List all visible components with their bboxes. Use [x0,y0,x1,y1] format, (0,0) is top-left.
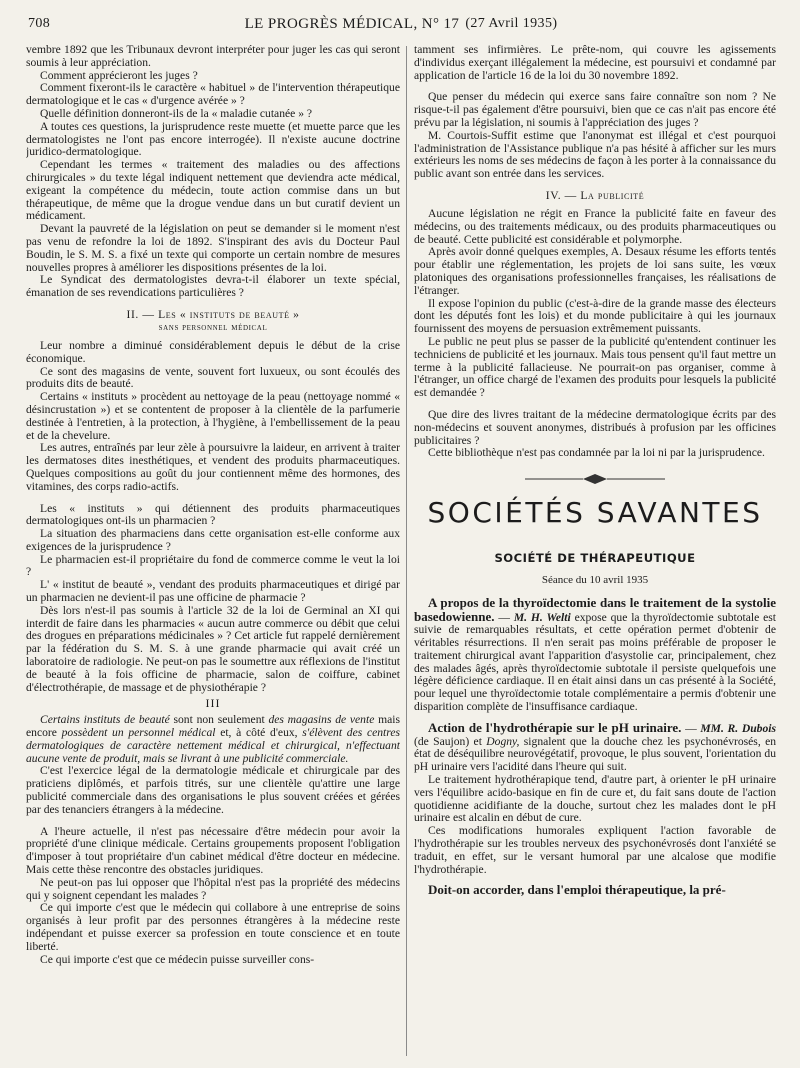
paragraph: Cependant les termes « traitement des maladies ou des affections chirurgicales » du texte légal indiquent nettement que deviendra acte médical, exigeant la compétence du médecin, toute action commise dans un but thérapeutique, de même que la drogue vendue dans un but curatif devient un médicament. [26,158,400,223]
text-run: et, à côté d'eux, [215,726,303,740]
article-author: MM. R. Dubois [700,721,776,735]
paragraph: Le Syndicat des dermatologistes devra-t-il élaborer un texte spécial, émanation de ses revendications particulières ? [26,273,400,300]
paragraph: A l'heure actuelle, il n'est pas nécessaire d'être médecin pour avoir la propriété d'une clinique médicale. Certains groupements proposent l'obligation d'imposer à tout propriétaire d'un cabinet médical d'être docteur en médecine. Mais cette thèse rencontre des obstacles juridiques. [26,824,400,877]
italic-text: des magasins de vente [268,713,375,727]
text-run: — [494,610,514,624]
column-divider [406,46,407,1056]
paragraph: Ce qui importe c'est que ce médecin puisse surveiller cons- [40,952,315,966]
article-text: expose que la thyroïdectomie subtotale est suivie de remarquables résultats, et cette opération permet d'obtenir de véritables résurrections. Il n'en serait pas moins préférable de proposer le traitement chirurgical avant l'apparition d'asystolie car, principalement, chez des malades âgés, après thyroïdectomie subtotale il persiste quelquefois une légère déficience cardiaque. Il en était ainsi dans un cas présenté à la Société, pour lequel une thyroïdectomie totale complémentaire a permis d'obtenir une disparition complète de l'insuffisance cardiaque. [414,610,776,714]
section-heading-line: II. — Les « instituts de beauté » [126,307,300,321]
paragraph: Leur nombre a diminué considérablement depuis le début de la crise économique. [26,338,400,365]
session-date: Séance du 10 avril 1935 [541,573,649,586]
italic-text: s'élèvent des centres dermatologiques de caractère nettement médical et chirurgical, n'effectuant aucune vente de produit, mais se livrant à une publicité commerciale. [26,726,400,765]
paragraph: Comment fixeront-ils le caractère « habituel » de l'intervention thérapeutique dermatologique et le cas « d'urgence avérée » ? [26,81,400,108]
text-run: — [681,721,701,735]
article-2 [414,719,776,774]
paragraph: Que dire des livres traitant de la médecine dermatologique écrits par des non-médecins et souvent anonymes, distribués à profusion par les officines publicitaires ? [414,407,776,447]
right-column [414,44,776,1060]
paragraph: Certains « instituts » procèdent au nettoyage de la peau (nettoyage nommé « désincrustation ») et se contentent de proposer à la clientèle de la parfumerie destinée à l'entretien, à la protection, à l'hygiène, à l'embellissement de la peau et de la chevelure. [26,390,400,442]
article-text: signalent que la douche chez les psychonévrosés, en état de déséquilibre neurovégétatif, provoque, le plus souvent, l'orientation du pH urinaire vers l'acidité dans l'heure qui suit. [414,734,776,774]
article-author: M. H. Welti [513,610,571,624]
paragraph: A toutes ces questions, la jurisprudence reste muette (et muette parce que les dermatologistes ne l'ont pas encore interrogée). Il n'existe aucune doctrine juridico-dermatologique. [26,119,400,159]
paragraph: Que penser du médecin qui exerce sans faire connaître son nom ? Ne risque-t-il pas également d'être poursuivi, bien que ce cas n'ait pas encore été prévu par la législation, ni soumis à l'appréciation des juges ? [414,90,776,129]
paragraph: L' « institut de beauté », vendant des produits pharmaceutiques et dirigé par un pharmacien ne devient-il pas une officine de pharmacie ? [26,578,400,605]
paragraph: Quelle définition donneront-ils de la « maladie cutanée » ? [40,106,313,120]
article-title: Action de l'hydrothérapie sur le pH urinaire. [428,719,682,735]
paragraph: Ces modifications humorales expliquent l'action favorable de l'hydrothérapie sur les troubles nerveux des psychonévrosés dont l'anxiété se traduit, en effet, sur le versant humoral par une alcalose que modifie l'hydrothérapie. [414,824,776,876]
section-heading-2 [26,308,400,334]
paragraph: Cette bibliothèque n'est pas condamnée par la loi ni par la jurisprudence. [428,446,765,460]
paragraph: Ce qui importe c'est que le médecin qui collabore à une entreprise de soins organisés à leur profit par des personnes étrangères à la médecine reste indépendant et puisse exercer sa profession en toute conscience et en toute liberté. [26,901,400,953]
paragraph: Ne peut-on pas lui opposer que l'hôpital n'est pas la propriété des médecins qui y soignent cependant les malades ? [26,875,400,902]
paragraph: Après avoir donné quelques exemples, A. Desaux résume les efforts tentés pour établir une réglementation, les projets de loi sans suite, les vœux platoniques des organisations professionnelles françaises, les réalisations de l'étranger. [414,245,776,297]
paragraph: La situation des pharmaciens dans cette organisation est-elle conforme aux exigences de la jurisprudence ? [26,527,400,553]
paragraph: Comment apprécieront les juges ? [40,68,198,82]
paragraph: M. Courtois-Suffit estime que l'anonymat est illégal et c'est pourquoi l'administration de l'Assistance publique n'a pas hésité à afficher sur les murs extérieurs les noms de ses médecins de façon à les porter à la connaissance du public avant son entrée dans les services. [414,128,776,181]
article-title: A propos de la thyroïdectomie dans le traitement de la systolie basedowienne. [414,594,776,624]
article-author: Dogny, [486,734,520,748]
journal-title: LE PROGRÈS MÉDICAL, N° 17 [244,15,460,32]
text-run: (de Saujon) et [414,734,487,748]
section-heading-4: IV. — La publicité [545,188,645,202]
paragraph: C'est l'exercice légal de la dermatologie médicale et chirurgicale par des praticiens diplômés, et parfois titrés, sur une clientèle qu'attire une large publicité commerciale dans des organisations le plus souvent créées et gérées par des tenanciers étrangers à la médecine. [26,764,400,816]
article-1 [414,594,776,714]
page-header [28,12,774,36]
ornament-divider-icon [525,472,665,486]
paragraph: Devant la pauvreté de la législation on peut se demander si le moment n'est pas venu de refondre la loi de 1892. S'inspirant des avis du Docteur Paul Boudin, le S. M. S. a fixé un texte qui comporte un certain nombre de mesures nouvelles propres à améliorer les dispositions présentes de la loi. [26,222,400,274]
paragraph: Le public ne peut plus se passer de la publicité qu'entendent continuer les techniciens de publicité et les journaux. Mais tous pensent qu'il faut mettre un terme à la publicité fallacieuse. Ne pourrait-on pas organiser, comme à l'étranger, un office chargé de l'examen des produits pour lesquels la publicité est demandée ? [414,334,776,400]
paragraph: Aucune législation ne régit en France la publicité faite en faveur des médecins, ou des traitements médicaux, ou des produits pharmaceutiques ou de beauté. Cette publicité est considérable et polymorphe. [414,206,776,246]
article-3 [414,884,776,898]
section-title: SOCIÉTÉS SAVANTES [427,496,763,530]
section-heading-line: sans personnel médical [158,321,268,333]
paragraph: vembre 1892 que les Tribunaux devront interpréter pour juger les cas qui seront soumis à leur appréciation. [26,44,400,69]
society-heading: SOCIÉTÉ DE THÉRAPEUTIQUE [494,551,696,566]
page-number: 708 [28,16,51,31]
paragraph: Il expose l'opinion du public (c'est-à-dire de la grande masse des électeurs dont les députés font les lois) et du monde publicitaire à qui les journaux fournissent des moyens de persuasion extrêmement puissants. [414,296,776,336]
paragraph: Les autres, entraînés par leur zèle à poursuivre la laideur, en arrivent à traiter les dermatoses dites inesthétiques, et vendent des produits pharmaceutiques. Quelques compositions au goût du jour contiennent même des hormones, des vitamines, des corps radio-actifs. [26,441,400,493]
left-column [26,44,400,1060]
text-run: mais encore [26,713,400,740]
section-heading-3: III [205,696,221,711]
italic-text: possèdent un personnel médical [61,726,216,740]
issue-date: (27 Avril 1935) [465,16,558,31]
paragraph: Ce sont des magasins de vente, souvent fort luxueux, ou sont écoulés des produits dits de beauté. [26,364,400,391]
paragraph: Le pharmacien est-il propriétaire du fond de commerce comme le veut la loi ? [26,552,400,579]
paragraph: Les « instituts » qui détiennent des produits pharmaceutiques dermatologiques ont-ils un pharmacien ? [26,501,400,528]
paragraph-mixed [26,714,400,765]
paragraph: Le traitement hydrothérapique tend, d'autre part, à orienter le pH urinaire vers l'équilibre acido-basique en fin de cure et, du fait sans doute de l'action quotidienne acidifiante de la douche, surtout chez les malades dont le pH urinaire est alcalin en début de cure. [414,773,776,825]
italic-text: Certains instituts de beauté [40,713,170,727]
paragraph: tamment ses infirmières. Le prête-nom, qui couvre les agissements d'individus exerçant illégalement la médecine, est poursuivi et condamné par application de l'article 16 de la loi du 30 novembre 1892. [414,44,776,82]
article-title: Doit-on accorder, dans l'emploi thérapeutique, la pré- [428,882,726,898]
paragraph: Dès lors n'est-il pas soumis à l'article 32 de la loi de Germinal an XI qui interdit de faire dans les pharmacies « aucun autre commerce ou débit que celui des drogues en préparations médicinales » ? Cet article fut rappelé dernièrement par la fédération du S. M. S. à une grande pharmacie qui avait créé un laboratoire de radiologie. Ne peut-on pas le soumettre aux réflexions de l'institut de beauté à la fois officine de pharmacie, salon de coiffure, cabinet d'électrothérapie, de massage et de physiothérapie ? [26,603,400,694]
text-run: sont non seulement [169,713,269,727]
